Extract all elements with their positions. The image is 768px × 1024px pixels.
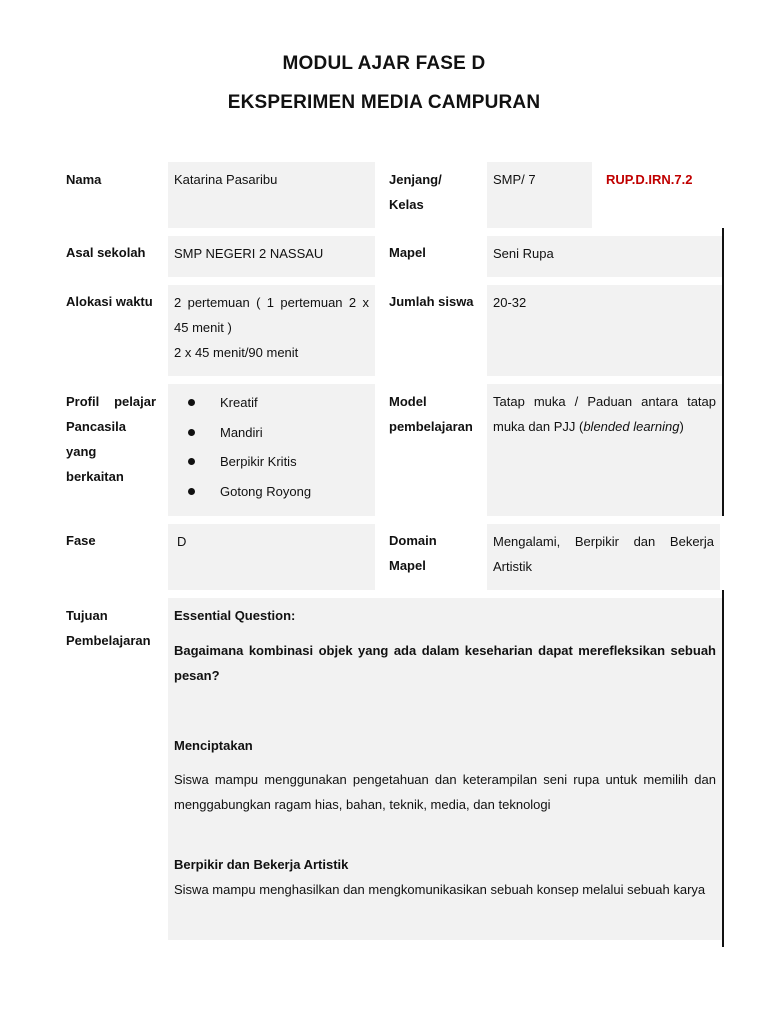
table-border-right: [722, 228, 724, 516]
field-mapel: [487, 236, 722, 277]
label-alokasi-waktu: Alokasi waktu: [66, 294, 153, 309]
label-asal-sekolah: Asal sekolah: [66, 245, 146, 260]
label-model: [389, 389, 473, 439]
label-jenjang: [389, 167, 442, 217]
label-jenjang-line1: Jenjang/: [389, 172, 442, 187]
essential-question-heading: Essential Question:: [174, 608, 296, 623]
label-tujuan: [66, 603, 151, 653]
table-border-right-lower: [722, 590, 724, 947]
field-domain: [487, 524, 720, 590]
bullet-icon: [188, 458, 195, 465]
label-profil-pelajar: [66, 389, 156, 489]
label-model-line1: Model: [389, 394, 427, 409]
field-profil-pelajar: [168, 384, 375, 516]
field-jumlah-siswa: [487, 285, 722, 376]
value-model-italic: blended learning: [583, 419, 680, 434]
value-nama: Katarina Pasaribu: [174, 172, 278, 187]
essential-question-text: Bagaimana kombinasi objek yang ada dalam keseharian dapat merefleksikan sebuah pesan?: [174, 643, 716, 683]
document-subtitle: EKSPERIMEN MEDIA CAMPURAN: [227, 92, 541, 113]
label-model-line2: pembelajaran: [389, 419, 473, 434]
bullet-icon: [188, 488, 195, 495]
value-domain: Mengalami, Berpikir dan Bekerja Artistik: [493, 534, 714, 574]
heading-berpikir-bekerja: Berpikir dan Bekerja Artistik: [174, 857, 349, 872]
value-model-suffix: ): [679, 419, 684, 434]
bullet-icon: [188, 429, 195, 436]
list-item: [174, 418, 369, 448]
label-tujuan-line2: Pembelajaran: [66, 633, 151, 648]
label-mapel: Mapel: [389, 245, 426, 260]
label-jumlah-siswa: Jumlah siswa: [389, 294, 474, 309]
list-item: [174, 477, 369, 507]
bullet-icon: [188, 399, 195, 406]
label-domain-line2: Mapel: [389, 558, 426, 573]
profil-item-label: Berpikir Kritis: [220, 454, 297, 469]
profil-item-label: Kreatif: [220, 395, 258, 410]
curriculum-code: RUP.D.IRN.7.2: [606, 172, 693, 187]
profil-item-label: Gotong Royong: [220, 483, 312, 499]
document-title: MODUL AJAR FASE D: [282, 53, 486, 74]
value-alokasi-waktu-line1: 2 pertemuan ( 1 pertemuan 2 x 45 menit ): [174, 295, 369, 335]
field-fase: [168, 524, 375, 590]
label-fase: Fase: [66, 533, 96, 548]
value-fase: D: [177, 534, 187, 549]
list-item: [174, 447, 369, 477]
label-nama: Nama: [66, 172, 102, 187]
label-profil-line3: yang: [66, 444, 97, 459]
value-jumlah-siswa: 20-32: [493, 295, 527, 310]
label-jenjang-line2: Kelas: [389, 197, 424, 212]
profil-list: [174, 388, 369, 506]
value-mapel: Seni Rupa: [493, 246, 554, 261]
label-tujuan-line1: Tujuan: [66, 608, 108, 623]
text-menciptakan: Siswa mampu menggunakan pengetahuan dan keterampilan seni rupa untuk memilih dan menggabungkan ragam hias, bahan, teknik, media, dan teknologi: [174, 772, 716, 812]
value-asal-sekolah: SMP NEGERI 2 NASSAU: [174, 246, 324, 261]
text-berpikir-bekerja: Siswa mampu menghasilkan dan mengkomunikasikan sebuah konsep melalui sebuah karya: [174, 882, 706, 897]
field-tujuan: [168, 598, 722, 940]
list-item: [174, 388, 369, 418]
field-alokasi-waktu: [168, 285, 375, 376]
profil-item-label: Mandiri: [220, 424, 263, 440]
label-domain: [389, 528, 437, 578]
field-asal-sekolah: [168, 236, 375, 277]
label-profil-line1: Profil pelajar: [66, 394, 156, 409]
value-jenjang: SMP/ 7: [493, 172, 536, 187]
value-alokasi-waktu-line2: 2 x 45 menit/90 menit: [174, 345, 299, 360]
field-jenjang: [487, 162, 592, 228]
field-nama: [168, 162, 375, 228]
label-domain-line1: Domain: [389, 533, 437, 548]
label-profil-line4: berkaitan: [66, 469, 124, 484]
field-model: [487, 384, 722, 516]
label-profil-line2: Pancasila: [66, 419, 126, 434]
value-model-prefix: Tatap muka / Paduan antara tatap muka dan PJJ (: [493, 394, 716, 434]
heading-menciptakan: Menciptakan: [174, 738, 253, 753]
